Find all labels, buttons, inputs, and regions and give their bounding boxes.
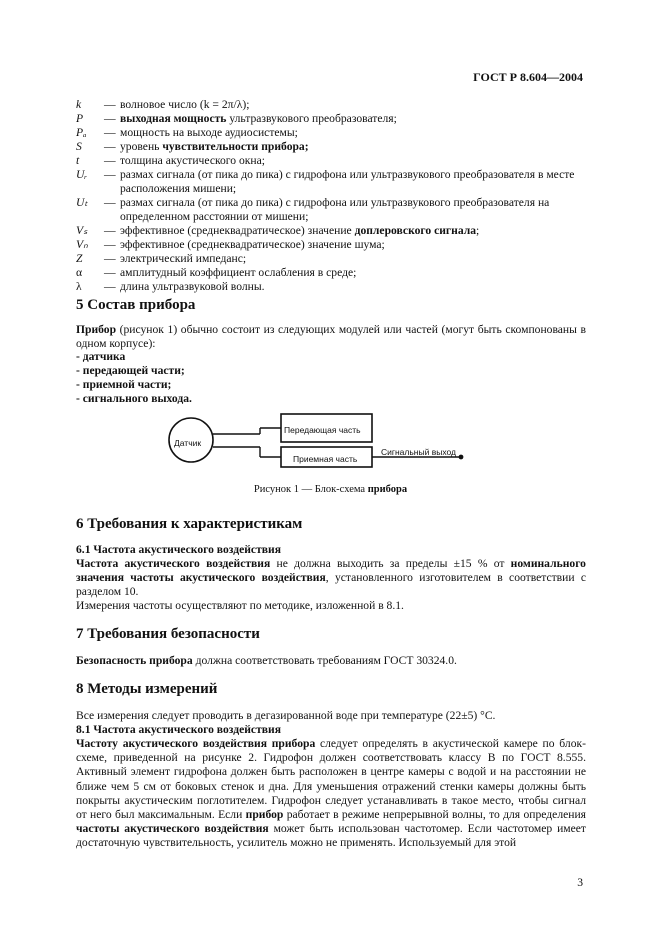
symbol: Pₐ [76,126,87,139]
symbol: t [76,154,80,167]
dash: — [104,266,116,279]
dash: — [104,168,116,181]
subsection-6-1-heading: 6.1 Частота акустического воздействия [76,543,281,556]
section-6-heading: 6 Требования к характеристикам [76,516,303,532]
output-label: Сигнальный выход [381,447,456,457]
dash: — [104,280,116,293]
symbol-description: длина ультразвуковой волны. [120,280,265,293]
figure-1-caption: Рисунок 1 — Блок-схема прибора [253,484,408,495]
dash: — [104,112,116,125]
symbol: P [76,112,84,125]
term: чувствительности прибора; [162,140,309,153]
symbol: k [76,98,82,111]
term: прибора [367,484,408,495]
section-8-paragraph: Все измерения следует проводить в дегазированной воде при температуре (22±5) °С. [76,709,496,722]
symbol-description: волновое число (k = 2π/λ); [120,98,250,111]
section-6-paragraph: Измерения частоты осуществляют по методике, изложенной в 8.1. [76,599,404,612]
list-item: - датчика [76,350,126,363]
symbol-description: толщина акустического окна; [120,154,265,167]
symbol-description: уровень чувствительности прибора; [120,140,309,153]
transmitter-label: Передающая часть [284,425,361,435]
list-item: - передающей части; [76,364,185,377]
document-code: ГОСТ Р 8.604—2004 [473,70,583,84]
section-5-heading: 5 Состав прибора [76,297,196,313]
symbol: λ [76,280,82,293]
section-8-paragraph: Частоту акустического воздействия прибора следует определять в акустической камере по блок-схеме, приведенной на рисунке 2. Гидрофон должен соответствовать классу В по ГОСТ 8.555. Активный элемент гидрофона должен быть расположен в центре камеры с водой и на расстоянии не ближе чем 5 см от боковых стенок и дна. Для уменьшения отражений стенки камеры должны быть покрыты акустическим поглотителем. Гидрофон следует устанавливать в такое место, чтобы сигнал от него был максимальным. Если прибор работает в режиме непрерывной волны, то для определения частоты акустического воздействия может быть использован частотомер. Если частотомер имеет достаточную чувствительность, усилитель можно не применять. Используемый для этой [76,737,586,850]
list-item: - сигнального выхода. [76,392,192,405]
symbol: S [76,140,82,153]
symbol-description: выходная мощность ультразвукового преобразователя; [120,112,397,125]
output-terminal [459,455,464,460]
dash: — [104,154,116,167]
term: Прибор [76,323,117,336]
dash: — [104,224,116,237]
symbol-description: размах сигнала (от пика до пика) с гидрофона или ультразвукового преобразователя в месте расположения мишени; [120,168,575,195]
symbol-description: амплитудный коэффициент ослабления в среде; [120,266,357,279]
symbol: α [76,266,83,279]
term: доплеровского сигнала [354,224,477,237]
symbol-description: эффективное (среднеквадратическое) значение доплеровского сигнала; [120,224,480,237]
symbol: Z [76,252,83,265]
symbol-description: эффективное (среднеквадратическое) значение шума; [120,238,385,251]
symbol-description: мощность на выходе аудиосистемы; [120,126,298,139]
subsection-8-1-heading: 8.1 Частота акустического воздействия [76,723,281,736]
dash: — [104,98,116,111]
dash: — [104,252,116,265]
page-number: 3 [577,876,583,889]
symbol: Vₙ [76,238,88,251]
section-5-intro: Прибор (рисунок 1) обычно состоит из следующих модулей или частей (могут быть скомпонованы в одном корпусе): [76,323,586,350]
section-8-heading: 8 Методы измерений [76,681,218,697]
dash: — [104,196,116,209]
dash: — [104,140,116,153]
receiver-label: Приемная часть [293,454,358,464]
symbol-description: электрический импеданс; [120,252,247,265]
section-6-paragraph: Частота акустического воздействия не должна выходить за пределы ±15 % от номинального значения частоты акустического воздействия, установленного изготовителем в соответствии с разделом 10. [76,557,586,598]
symbol: Uᵣ [76,168,88,181]
symbol: Uₜ [76,196,88,209]
list-item: - приемной части; [76,378,172,391]
symbol: Vₛ [76,224,88,237]
dash: — [104,238,116,251]
sensor-label: Датчик [174,438,202,448]
section-7-heading: 7 Требования безопасности [76,626,260,642]
symbol-description: размах сигнала (от пика до пика) с гидрофона или ультразвукового преобразователя на определенном расстоянии от мишени; [120,196,550,223]
dash: — [104,126,116,139]
term: выходная мощность [120,112,227,125]
section-7-paragraph: Безопасность прибора должна соответствовать требованиям ГОСТ 30324.0. [76,654,457,667]
